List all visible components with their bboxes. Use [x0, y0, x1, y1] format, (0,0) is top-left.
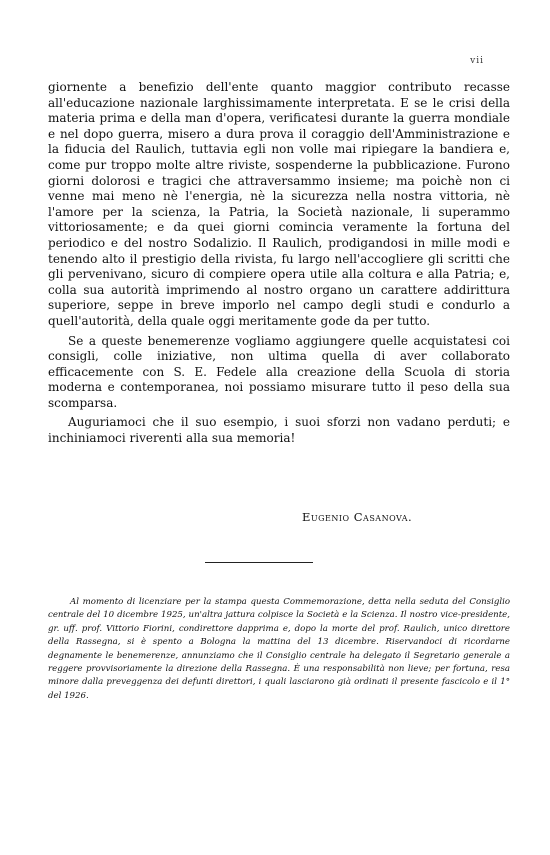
paragraph: giornente a benefizio dell'ente quanto maggior contributo recasse all'educazione nazionale larghissimamente interpretata. E se le crisi della materia prima e della man d'opera, verificatesi durante la guerra mondiale e nel dopo guerra, misero a dura prova il coraggio dell'Amministrazione e la fiducia del Raulich, tuttavia egli non volle mai ripiegare la bandiera e, come pur troppo molte altre riviste, sospenderne la pubblicazione. Furono giorni dolorosi e tragici che attraversammo insieme; ma poichè non ci venne mai meno nè l'energia, nè la sicurezza nella nostra vittoria, nè l'amore per la scienza, la Patria, la Società nazionale, li superammo vittoriosamente; e da quei giorni comincia veramente la fortuna del periodico e del nostro Sodalizio. Il Raulich, prodigandosi in mille modi e tenendo alto il prestigio della rivista, fu largo nell'accogliere gli scritti che gli pervenivano, sicuro di compiere opera utile alla coltura e alla Patria; e, colla sua autorità imprimendo al nostro organo un carattere addirittura superiore, seppe in breve imporlo nel campo degli studi e condurlo a quell'autorità, della quale oggi meritamente gode da per tutto. — [48, 80, 510, 328]
separator-rule — [205, 562, 313, 563]
author-signature: Eugenio Casanova. — [302, 510, 413, 524]
paragraph: Auguriamoci che il suo esempio, i suoi sforzi non vadano perduti; e inchiniamoci riverenti alla sua memoria! — [48, 415, 510, 446]
paragraph: Se a queste benemerenze vogliamo aggiungere quelle acquistatesi coi consigli, colle iniziative, non ultima quella di aver collaborato efficacemente con S. E. Fedele alla creazione della Scuola di storia moderna e contemporanea, noi possiamo misurare tutto il peso della sua scomparsa. — [48, 333, 510, 410]
main-text — [48, 80, 510, 451]
footnote: Al momento di licenziare per la stampa questa Commemorazione, detta nella seduta del Consiglio centrale del 10 dicembre 1925, un'altra jattura colpisce la Società e la Scienza. Il nostro vice-presidente, gr. uff. prof. Vittorio Fiorini, condirettore dapprima e, dopo la morte del prof. Raulich, unico direttore della Rassegna, si è spento a Bologna la mattina del 13 dicembre. Riservandoci di ricordarne degnamente le benemerenze, annunziamo che il Consiglio centrale ha delegato il Segretario generale a reggere provvisoriamente la direzione della Rassegna. È una responsabilità non lieve; per fortuna, resa minore dalla preveggenza dei defunti direttori, i quali lasciarono già ordinati il presente fascicolo e il 1° del 1926. — [48, 597, 510, 701]
page-number: vii — [470, 56, 484, 66]
